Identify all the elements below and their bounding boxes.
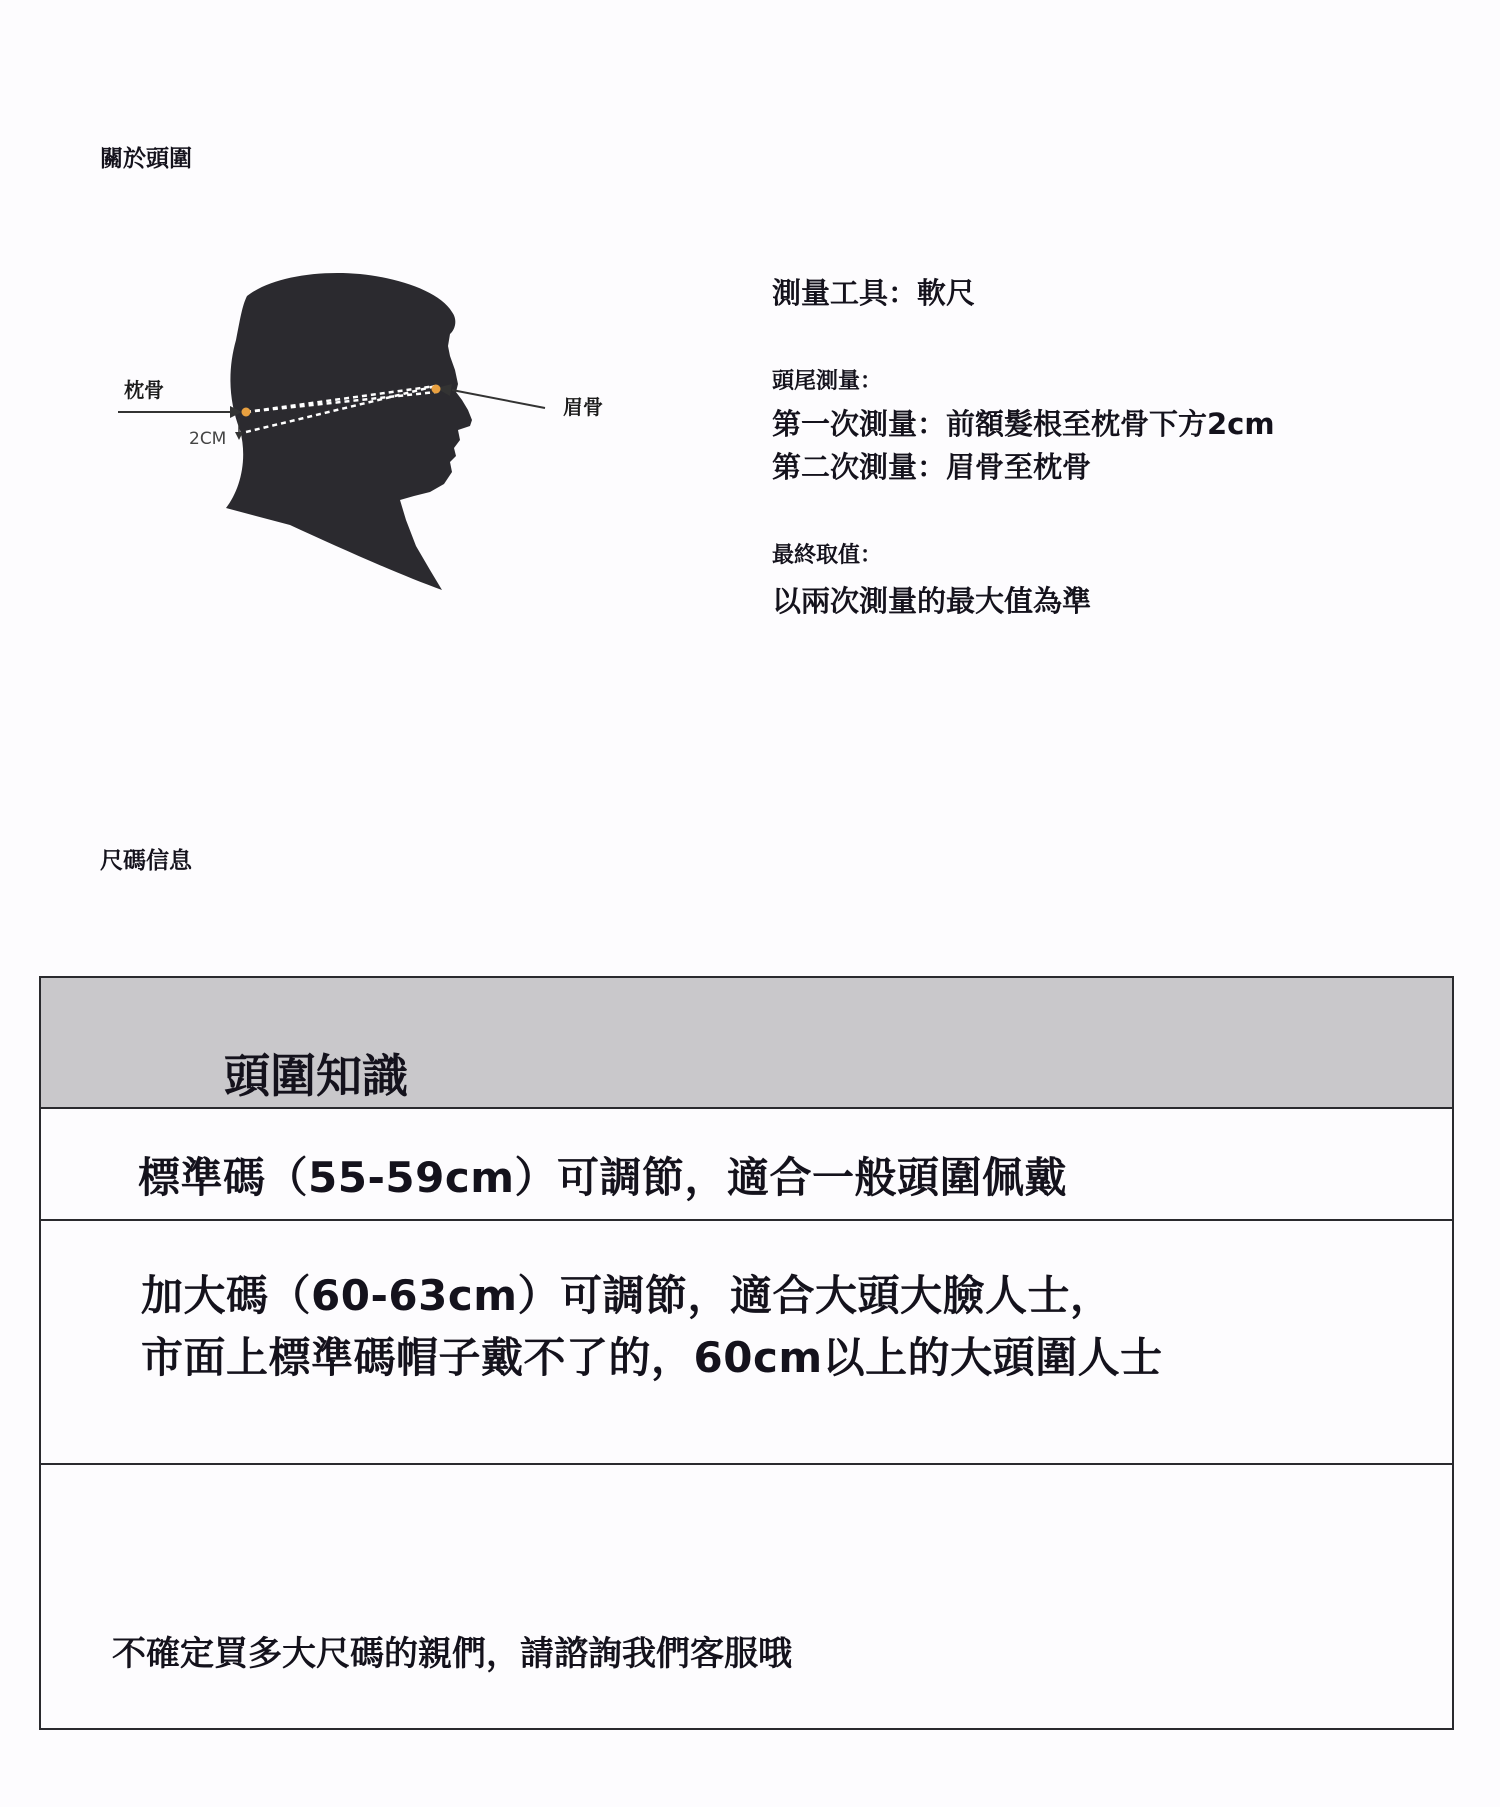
table-row-contact [41, 1465, 1452, 1728]
standard-size-text: 標準碼（55-59cm）可調節，適合一般頭圍佩戴 [138, 1153, 1067, 1202]
final-value-rule: 以兩次測量的最大值為準 [772, 584, 1092, 618]
second-measure-text: 第二次測量：眉骨至枕骨 [772, 450, 1092, 484]
size-knowledge-table [39, 976, 1454, 1730]
contact-service-text: 不確定買多大尺碼的親們，請諮詢我們客服哦 [112, 1634, 792, 1674]
label-2cm: 2CM [189, 429, 227, 449]
brow-arrow [452, 390, 545, 408]
measure-tool-text: 測量工具：軟尺 [772, 276, 976, 310]
label-brow: 眉骨 [563, 395, 603, 419]
large-size-text-line1: 加大碼（60-63cm）可調節，適合大頭大臉人士， [141, 1271, 1113, 1320]
occipital-marker [242, 408, 251, 417]
first-measure-text: 第一次測量：前額髮根至枕骨下方2cm [772, 407, 1275, 441]
section-title-about-head: 關於頭圍 [100, 146, 192, 172]
final-value-label: 最終取值： [772, 543, 883, 568]
large-size-text-line2: 市面上標準碼帽子戴不了的，60cm以上的大頭圍人士 [141, 1333, 1163, 1382]
table-header-row [41, 978, 1452, 1109]
head-measurement-diagram [100, 270, 640, 650]
table-row-standard [41, 1109, 1452, 1221]
label-occipital: 枕骨 [124, 378, 164, 402]
head-silhouette [226, 273, 472, 590]
brow-marker [432, 385, 441, 394]
table-title: 頭圍知識 [224, 1049, 408, 1103]
head-tail-measure-label: 頭尾測量： [772, 369, 883, 394]
section-title-size-info: 尺碼信息 [100, 848, 192, 874]
table-row-large [41, 1221, 1452, 1465]
